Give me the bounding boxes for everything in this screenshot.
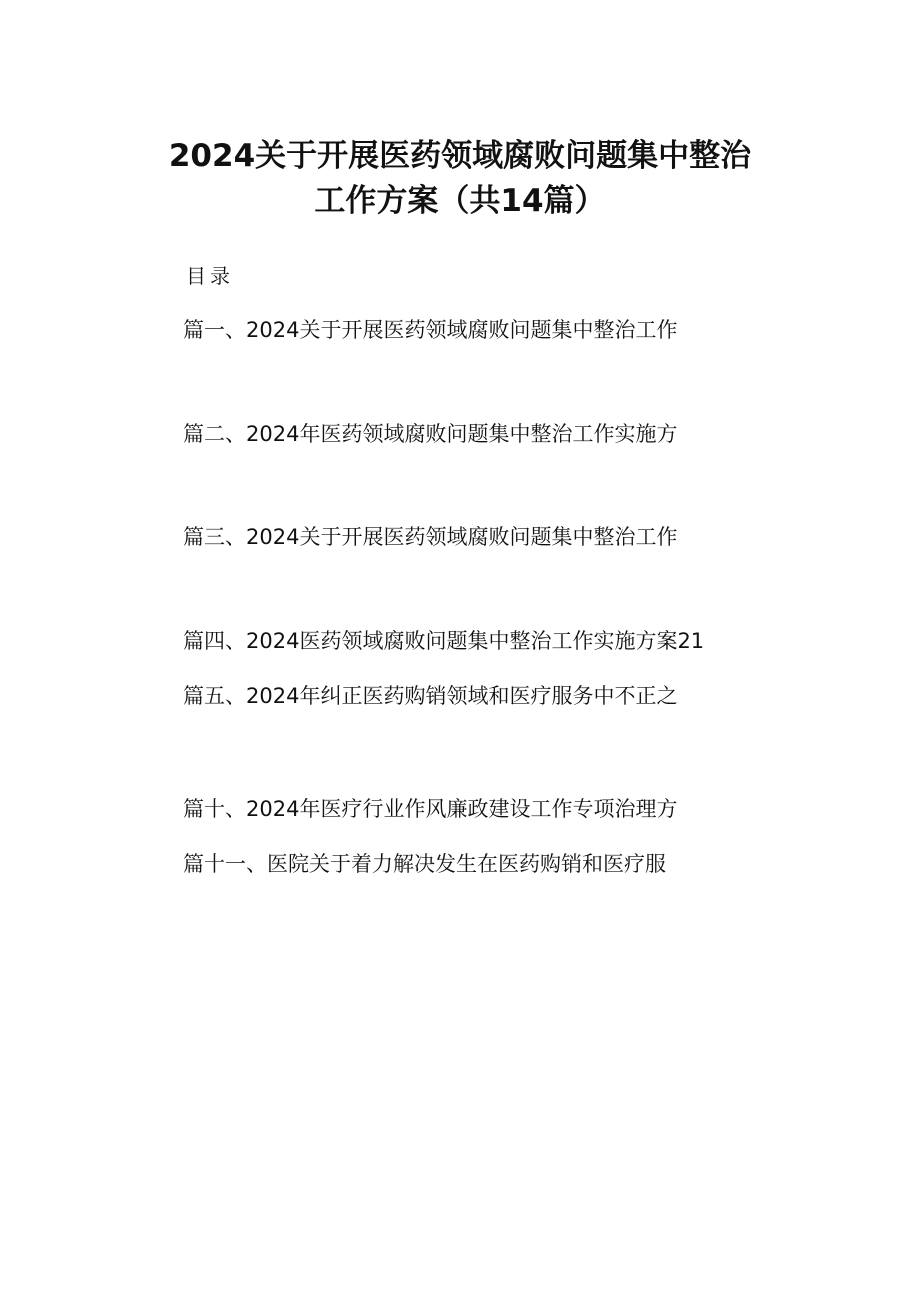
toc-heading: 目录 [186, 264, 234, 288]
document-title-line-1: 2024关于开展医药领域腐败问题集中整治 [168, 138, 752, 174]
toc-item-1: 篇一、2024关于开展医药领域腐败问题集中整治工作 [183, 318, 678, 342]
toc-item-6: 篇十、2024年医疗行业作风廉政建设工作专项治理方 [183, 797, 678, 821]
toc-item-3: 篇三、2024关于开展医药领域腐败问题集中整治工作 [183, 525, 678, 549]
document-title-line-2: 工作方案（共14篇） [314, 183, 606, 219]
toc-item-2: 篇二、2024年医药领域腐败问题集中整治工作实施方 [183, 422, 678, 446]
toc-item-5: 篇五、2024年纠正医药购销领域和医疗服务中不正之 [183, 684, 678, 708]
toc-item-7: 篇十一、医院关于着力解决发生在医药购销和医疗服 [183, 852, 666, 876]
toc-item-4: 篇四、2024医药领域腐败问题集中整治工作实施方案21 [183, 629, 705, 653]
